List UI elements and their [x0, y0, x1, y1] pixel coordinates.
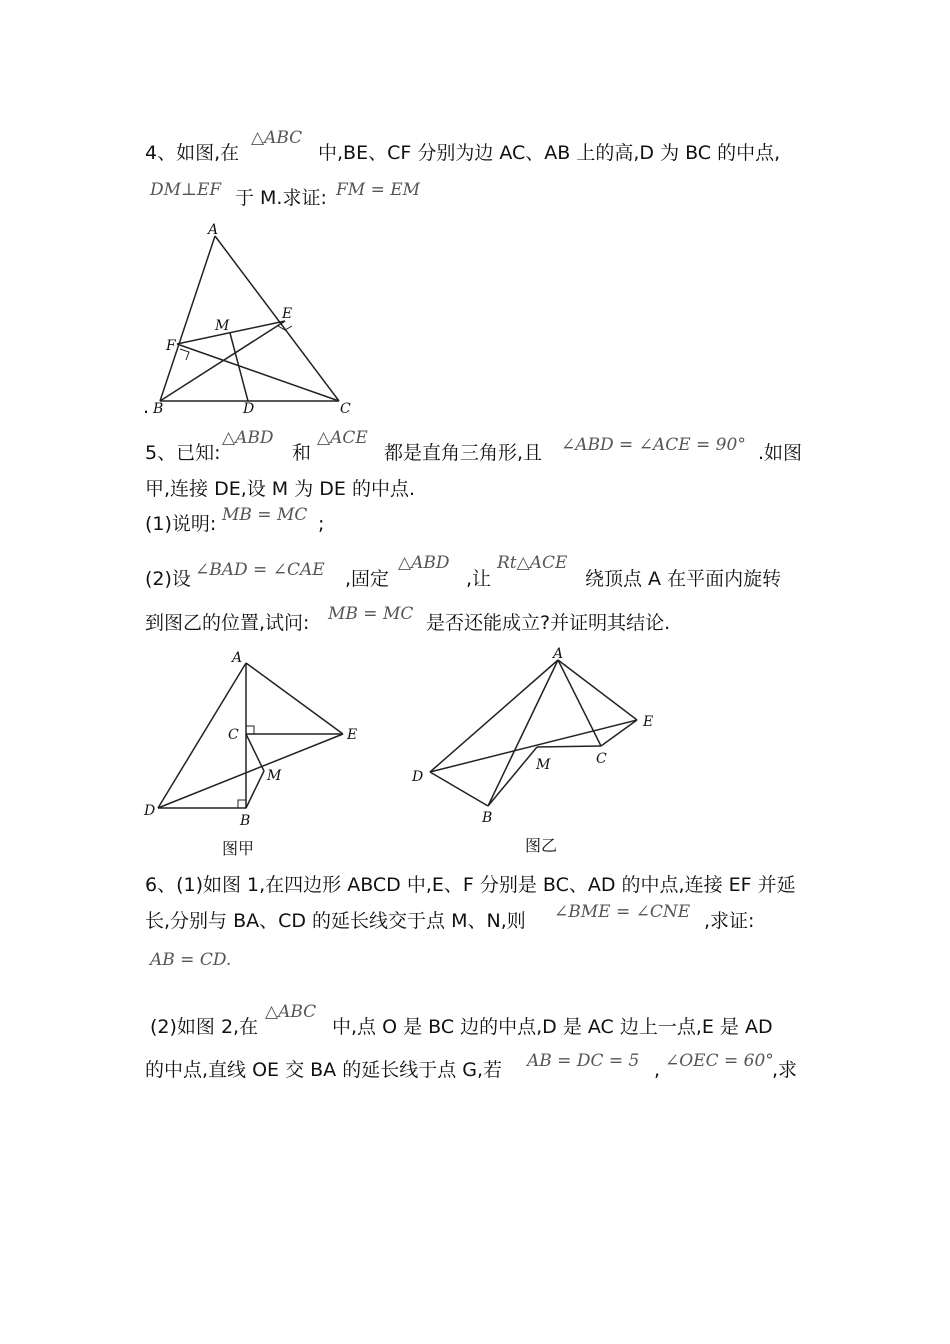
p4-label-m: M — [215, 318, 230, 334]
p5-number: 5、已知: — [145, 442, 221, 464]
yi-label-b: B — [482, 810, 493, 826]
p6-p3a: 的中点,直线 OE 交 BA 的延长线于点 G,若 — [145, 1059, 502, 1081]
p5-part2a: (2)设 — [145, 568, 191, 590]
p6-triangle-abc: △ABC — [265, 1002, 317, 1022]
p5-triangle-abd: △ABD — [222, 428, 274, 448]
yi-line-mc — [537, 746, 601, 747]
jia-caption: 图甲 — [222, 839, 255, 858]
p4-dot: . — [143, 396, 150, 418]
p5-bad-eq-cae: ∠BAD = ∠CAE — [195, 560, 325, 580]
p6-ab-eq-cd: AB = CD. — [150, 950, 232, 970]
p5-still: 是否还能成立?并证明其结论. — [426, 612, 671, 634]
jia-label-m: M — [267, 768, 282, 784]
p5-text1: 都是直角三角形,且 — [384, 442, 543, 464]
p6-qiu: ,求 — [772, 1059, 798, 1081]
p6-line2b: ,求证: — [704, 910, 755, 932]
p5-triangle-abd2: △ABD — [398, 553, 450, 573]
p6-p2a: (2)如图 2,在 — [150, 1016, 259, 1038]
p5-semicolon: ; — [318, 513, 325, 535]
p4-label-a: A — [208, 222, 219, 238]
p6-line1: 6、(1)如图 1,在四边形 ABCD 中,E、F 分别是 BC、AD 的中点,连接 EF 并延 — [145, 874, 796, 896]
p5-rotate: 绕顶点 A 在平面内旋转 — [585, 568, 782, 590]
p4-label-f: F — [166, 338, 176, 354]
p4-fm-eq-em: FM = EM — [336, 180, 421, 200]
yi-line-ae — [558, 660, 637, 720]
yi-caption: 图乙 — [525, 836, 558, 855]
p6-line2a: 长,分别与 BA、CD 的延长线交于点 M、N,则 — [145, 910, 526, 932]
yi-label-a: A — [553, 646, 564, 662]
yi-label-c: C — [596, 751, 607, 767]
p5-part2b: 到图乙的位置,试问: — [145, 612, 310, 634]
p4-label-e: E — [282, 306, 293, 322]
p4-label-d: D — [243, 401, 255, 417]
p5-fix: ,固定 — [345, 568, 390, 590]
p6-comma: , — [654, 1059, 661, 1081]
p5-part1: (1)说明: — [145, 513, 217, 535]
p4-text2: 于 M.求证: — [235, 187, 327, 209]
p4-triangle-abc: △ABC — [251, 128, 303, 148]
p6-ab-dc-5: AB = DC = 5 — [527, 1051, 640, 1071]
jia-label-a: A — [232, 650, 243, 666]
p5-rt-ace: Rt△ACE — [497, 553, 568, 573]
p5-triangle-ace: △ACE — [317, 428, 368, 448]
p4-dm-perp-ef: DM⊥EF — [150, 180, 222, 200]
p5-text1b: .如图 — [758, 442, 803, 464]
p6-p2b: 中,点 O 是 BC 边的中点,D 是 AC 边上一点,E 是 AD — [332, 1016, 773, 1038]
jia-label-b: B — [240, 813, 251, 829]
p5-angle-eq: ∠ABD = ∠ACE = 90° — [561, 435, 746, 455]
p5-mb-eq-mc2: MB = MC — [328, 604, 414, 624]
yi-line-db — [430, 772, 488, 806]
p6-oec-60: ∠OEC = 60° — [665, 1051, 774, 1071]
yi-label-d: D — [412, 769, 424, 785]
p5-mb-eq-mc: MB = MC — [222, 505, 308, 525]
yi-label-m: M — [536, 757, 551, 773]
yi-label-e: E — [643, 714, 654, 730]
p4-text1: 中,BE、CF 分别为边 AC、AB 上的高,D 为 BC 的中点, — [318, 142, 781, 164]
p4-number: 4、如图,在 — [145, 142, 240, 164]
p5-and: 和 — [292, 442, 312, 464]
yi-line-ac — [558, 660, 601, 746]
p4-label-b: B — [153, 401, 164, 417]
jia-label-d: D — [144, 803, 156, 819]
p5-let: ,让 — [466, 568, 492, 590]
p5-text2: 甲,连接 DE,设 M 为 DE 的中点. — [145, 478, 415, 500]
yi-line-ab — [488, 660, 558, 806]
p4-label-c: C — [340, 401, 351, 417]
p6-bme-eq-cne: ∠BME = ∠CNE — [554, 902, 691, 922]
jia-label-e: E — [347, 727, 358, 743]
jia-label-c: C — [228, 727, 239, 743]
